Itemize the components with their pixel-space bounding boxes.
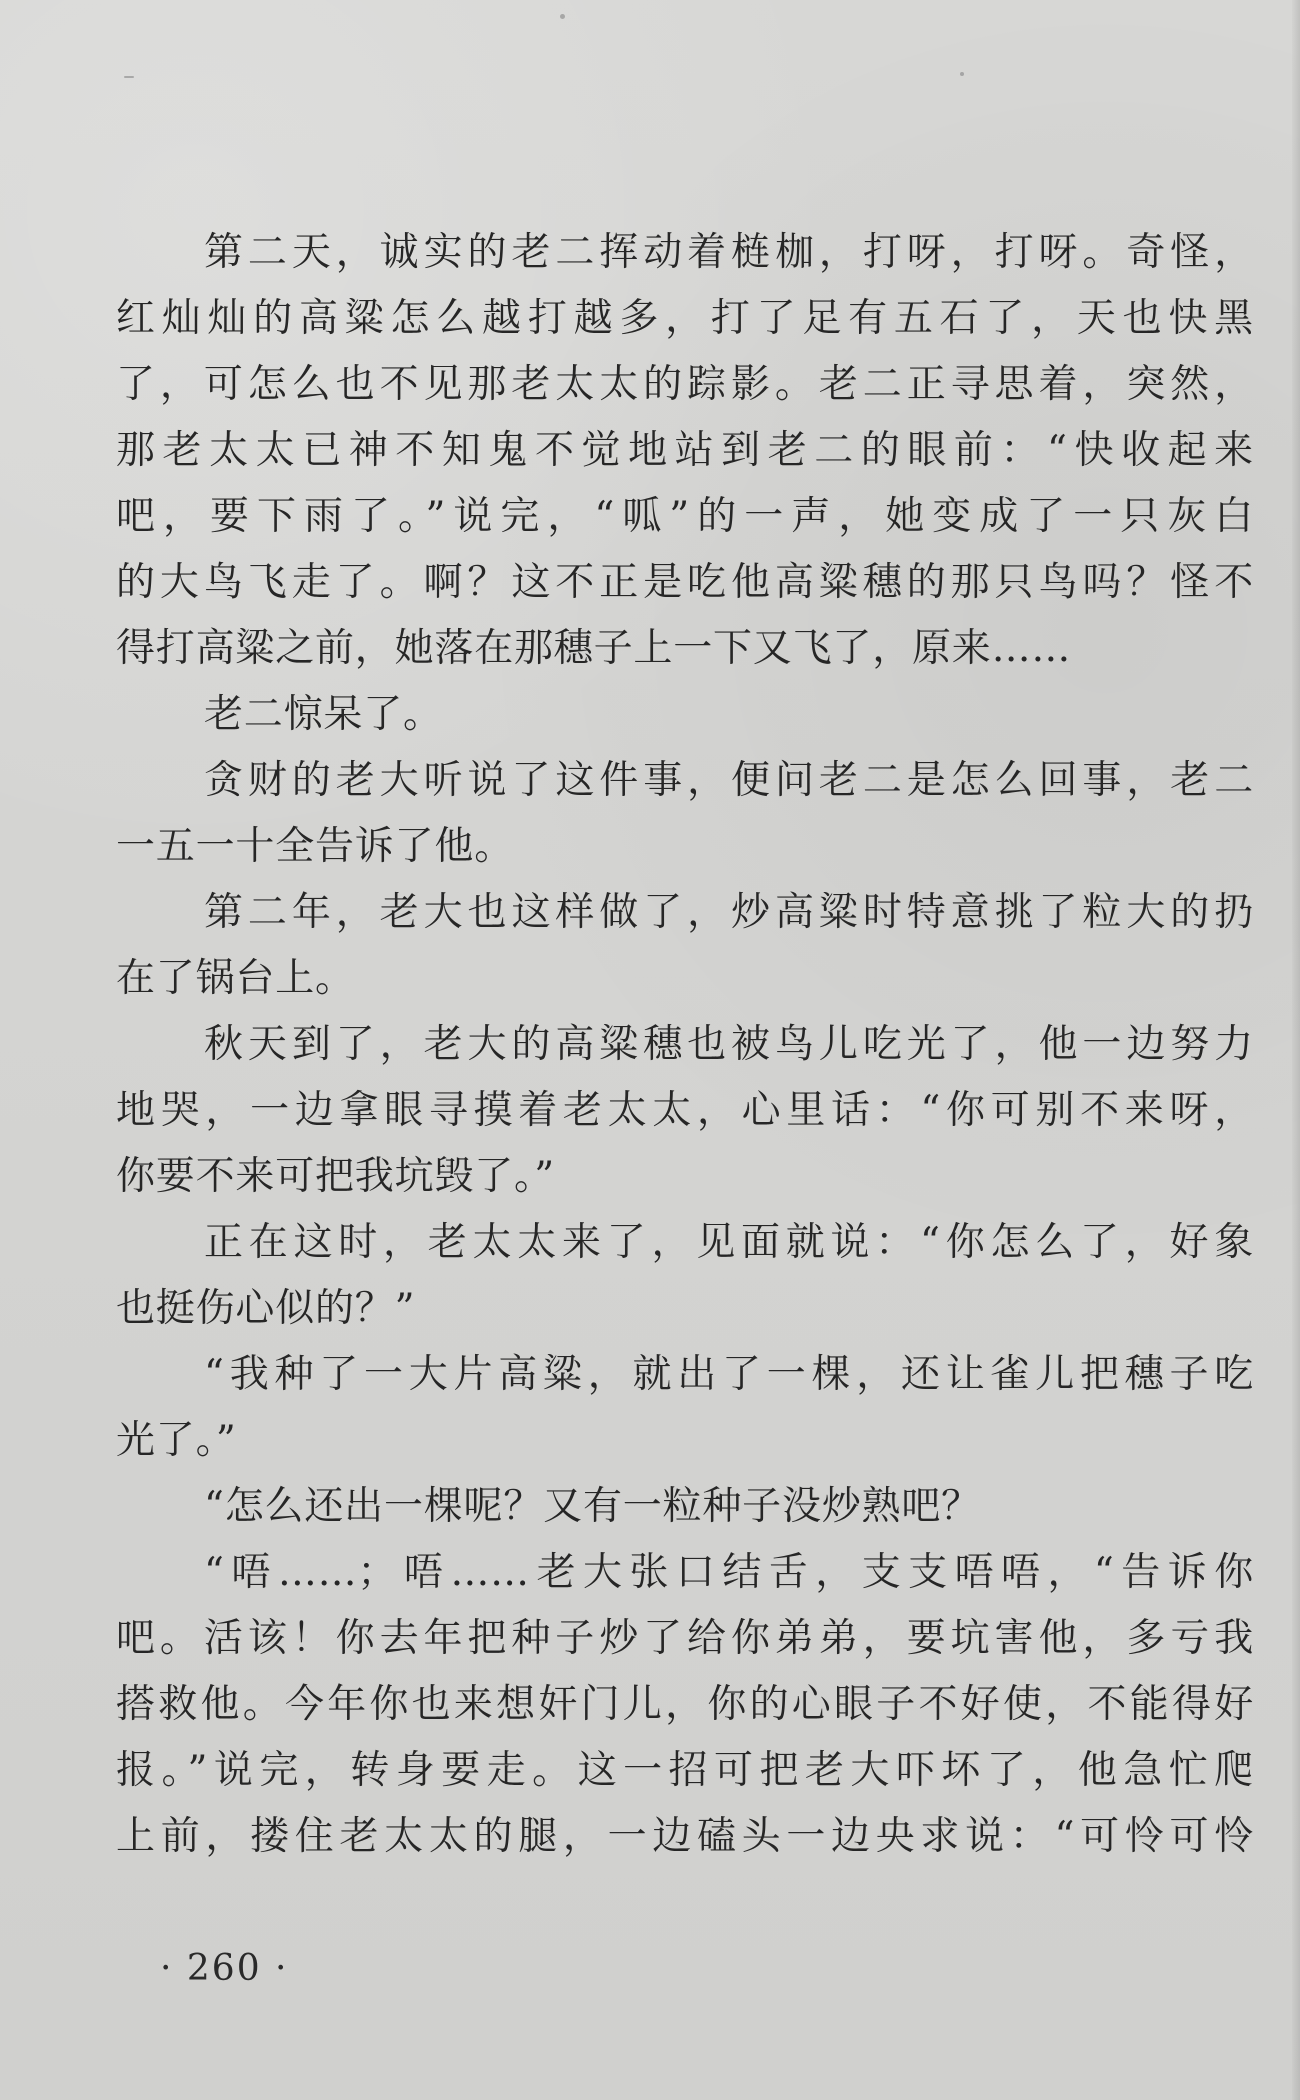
text-line: 红灿灿的高粱怎么越打越多，打了足有五石了，天也快黑 <box>116 296 1254 341</box>
text-line: 的大鸟飞走了。啊？这不正是吃他高粱穗的那只鸟吗？怪不 <box>116 560 1254 605</box>
text-line: 秋天到了，老大的高粱穗也被鸟儿吃光了，他一边努力 <box>204 1022 1254 1067</box>
paper-speck <box>960 72 964 76</box>
text-line: “唔……；唔……老大张口结舌，支支唔唔，“告诉你 <box>204 1550 1254 1595</box>
text-line: 上前，搂住老太太的腿，一边磕头一边央求说：“可怜可怜 <box>116 1814 1254 1859</box>
text-line: 也挺伤心似的？” <box>116 1286 416 1331</box>
body-text <box>116 220 1254 1870</box>
text-line: “怎么还出一棵呢？又有一粒种子没炒熟吧？ <box>204 1484 981 1529</box>
text-line: 一五一十全告诉了他。 <box>116 824 515 869</box>
text-line: 你要不来可把我坑毁了。” <box>116 1154 556 1199</box>
text-line: 搭救他。今年你也来想奸门儿，你的心眼子不好使，不能得好 <box>116 1682 1254 1727</box>
text-line: 贪财的老大听说了这件事，便问老二是怎么回事，老二 <box>204 758 1254 803</box>
text-line: 老二惊呆了。 <box>204 692 443 737</box>
text-line: 那老太太已神不知鬼不觉地站到老二的眼前：“快收起来 <box>116 428 1254 473</box>
paper-speck <box>560 14 565 19</box>
text-line: 在了锅台上。 <box>116 956 355 1001</box>
page-edge-shadow <box>1292 0 1300 2100</box>
text-line: 报。”说完，转身要走。这一招可把老大吓坏了，他急忙爬 <box>116 1748 1254 1793</box>
text-line: 第二天，诚实的老二挥动着梿枷，打呀，打呀。奇怪， <box>204 230 1254 275</box>
text-line: 光了。” <box>116 1418 237 1463</box>
text-line: 了，可怎么也不见那老太太的踪影。老二正寻思着，突然， <box>116 362 1254 407</box>
text-line: 吧，要下雨了。”说完，“呱”的一声，她变成了一只灰白 <box>116 494 1254 539</box>
text-line: 吧。活该！你去年把种子炒了给你弟弟，要坑害他，多亏我 <box>116 1616 1254 1661</box>
page-number: · 260 · <box>160 1948 289 1989</box>
text-line: 得打高粱之前，她落在那穗子上一下又飞了，原来…… <box>116 626 1072 671</box>
paper-mark <box>124 76 134 78</box>
text-line: “我种了一大片高粱，就出了一棵，还让雀儿把穗子吃 <box>204 1352 1254 1397</box>
text-line: 地哭，一边拿眼寻摸着老太太，心里话：“你可别不来呀， <box>116 1088 1254 1133</box>
text-line: 第二年，老大也这样做了，炒高粱时特意挑了粒大的扔 <box>204 890 1254 935</box>
text-line: 正在这时，老太太来了，见面就说：“你怎么了，好象 <box>204 1220 1254 1265</box>
